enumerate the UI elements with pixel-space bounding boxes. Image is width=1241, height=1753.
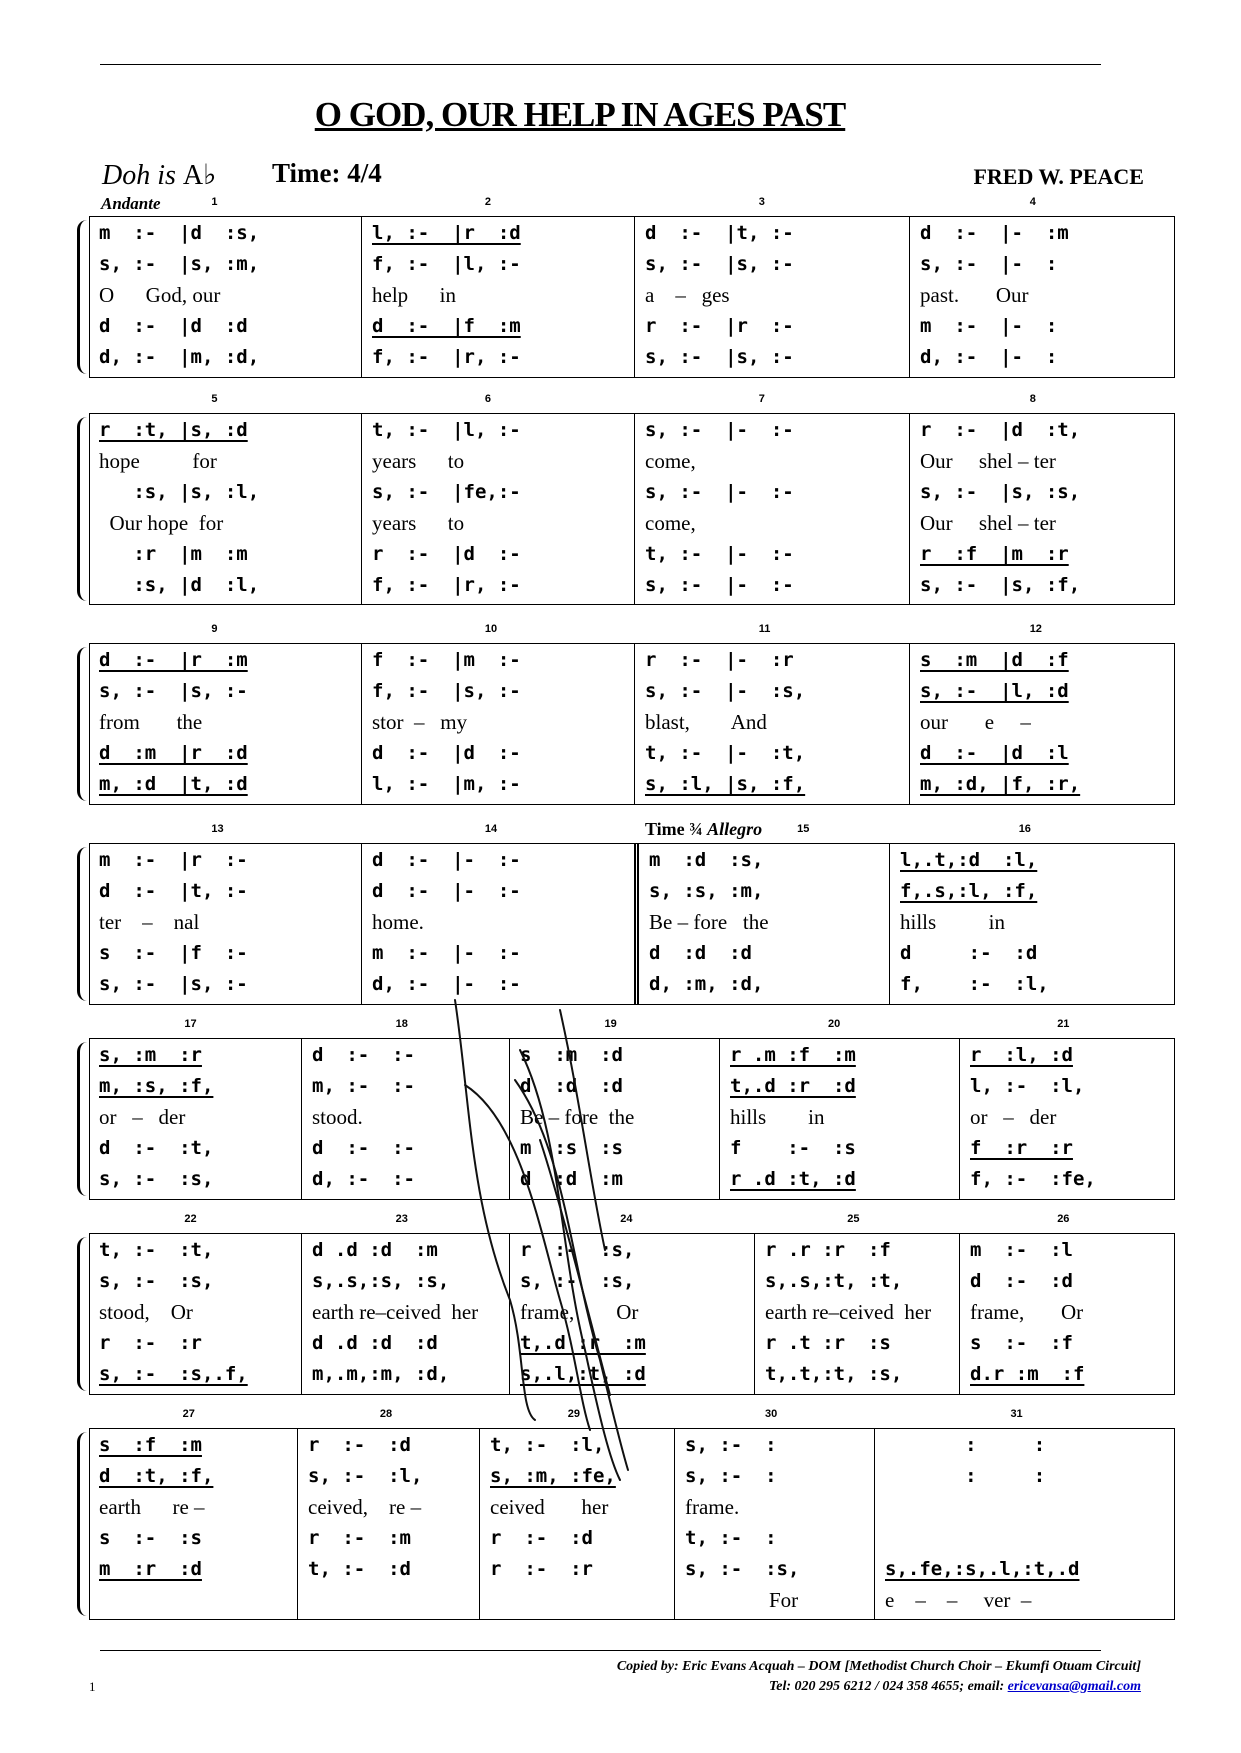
solfa-line: d .d :d :d [312, 1332, 438, 1354]
solfa-line: r :- :s, [520, 1239, 635, 1261]
measure-number: 24 [620, 1213, 633, 1225]
lyric-line: Our shel – ter [920, 449, 1056, 473]
measure-number: 6 [484, 393, 491, 405]
solfa-line: f, :- |r, :- [372, 346, 521, 368]
solfa-line: t,.t,:t, :s, [765, 1363, 903, 1385]
lyric-line: frame, Or [520, 1300, 639, 1324]
solfa-line: s, :- |s, :- [645, 253, 794, 275]
doh-label: Doh is [102, 160, 183, 191]
measure-number: 3 [758, 196, 765, 208]
solfa-line: t, :- :l, [490, 1434, 605, 1456]
solfa-line: s,.s,:t, :t, [765, 1270, 903, 1292]
tempo-change [645, 819, 762, 840]
lyric-line: years to [372, 449, 465, 473]
solfa-line: d, :m, :d, [649, 973, 764, 995]
solfa-line: s, :- |s, :- [645, 346, 794, 368]
measure-15 [634, 819, 894, 1005]
solfa-line: f, :- |r, :- [372, 574, 521, 596]
solfa-line: m, :- :- [312, 1075, 415, 1097]
solfa-line: d.r :m :f [970, 1363, 1085, 1385]
email-link[interactable]: ericevansa@gmail.com [1007, 1679, 1141, 1694]
lyric-line: Our hope for [99, 511, 224, 535]
lyric-line: For [685, 1588, 799, 1612]
solfa-line: m :d :s, [649, 849, 764, 871]
solfa-line: m, :d |t, :d [99, 773, 248, 795]
lyric-line: stood. [312, 1105, 363, 1129]
measure-number: 29 [567, 1408, 580, 1420]
solfa-line: s, :- |- :- [645, 481, 794, 503]
solfa-line: s :- :s [99, 1527, 202, 1549]
solfa-line: s, :- |s, :- [99, 680, 248, 702]
measure-number: 15 [797, 823, 810, 835]
copied-by: Copied by: Eric Evans Acquah – DOM [Methodist Church Choir – Ekumfi Otuam Circuit] [616, 1659, 1141, 1674]
measure-number: 13 [211, 823, 224, 835]
solfa-line: : : [885, 1465, 1046, 1487]
score-system [89, 194, 1175, 378]
measure-number: 8 [1029, 393, 1036, 405]
score-system [89, 819, 1175, 1005]
solfa-line: d :- |t, :- [645, 222, 794, 244]
solfa-line: t, :- |- :- [645, 543, 794, 565]
solfa-line: m :- :l [970, 1239, 1073, 1261]
measure-28 [297, 1408, 480, 1620]
solfa-line: s, :- |fe,:- [372, 481, 521, 503]
solfa-line: t,.d :r :m [520, 1332, 646, 1354]
solfa-line: d :d :m [520, 1168, 623, 1190]
lyric-line: hope for [99, 449, 217, 473]
measure-number: 5 [211, 393, 218, 405]
solfa-line: s, :- |- :- [645, 419, 794, 441]
solfa-line: f,.s,:l, :f, [900, 880, 1038, 902]
solfa-line: m :- |- :- [372, 942, 521, 964]
lyric-line: from the [99, 710, 203, 734]
solfa-line: : : [885, 1434, 1046, 1456]
lyric-line: hills in [730, 1105, 825, 1129]
solfa-line: d :- |f :m [372, 315, 521, 337]
solfa-line: d :- |- :m [920, 222, 1069, 244]
measure-29 [479, 1408, 675, 1620]
lyric-line: e – – ver – [885, 1588, 1032, 1612]
measure-3 [634, 196, 910, 378]
solfa-line: d, :- |- :- [372, 973, 521, 995]
solfa-line: r :- :r [490, 1558, 593, 1580]
solfa-line: s, :- |- :s, [645, 680, 806, 702]
measure-number: 21 [1057, 1018, 1070, 1030]
score-system [89, 393, 1175, 605]
measure-21 [959, 1018, 1176, 1200]
solfa-line: s,.fe,:s,.l,:t,.d [885, 1558, 1080, 1580]
measure-22 [89, 1213, 301, 1395]
solfa-line: f, :- |s, :- [372, 680, 521, 702]
solfa-line: d :- :t, [99, 1137, 214, 1159]
solfa-line: s, :- |l, :d [920, 680, 1069, 702]
footer-credits [617, 1657, 1141, 1697]
solfa-line: :r |m :m [99, 543, 248, 565]
solfa-line: s, :- : [685, 1465, 777, 1487]
measure-16 [889, 823, 1176, 1005]
solfa-line: r :- |d :- [372, 543, 521, 565]
lyric-line: Be – fore the [649, 910, 769, 934]
measure-number: 23 [395, 1213, 408, 1225]
page-title: O GOD, OUR HELP IN AGES PAST [314, 95, 846, 134]
solfa-line: d :- |d :d [99, 315, 248, 337]
measure-number: 20 [828, 1018, 841, 1030]
solfa-line: t, :- :d [308, 1558, 411, 1580]
solfa-line: r :- |- :r [645, 649, 794, 671]
solfa-line: s :m :d [520, 1044, 623, 1066]
measure-number: 31 [1010, 1408, 1023, 1420]
measure-number: 12 [1029, 623, 1042, 635]
solfa-line: d :- |d :l [920, 742, 1069, 764]
solfa-line: r :f |m :r [920, 543, 1069, 565]
solfa-line: d :- |- :- [372, 880, 521, 902]
lyric-line: help in [372, 283, 456, 307]
lyric-line: Be – fore the [520, 1105, 635, 1129]
solfa-line: s, :l, |s, :f, [645, 773, 806, 795]
measure-number: 22 [184, 1213, 197, 1225]
measure-9 [89, 623, 361, 805]
solfa-line: d :- :d [900, 942, 1038, 964]
lyric-line: ter – nal [99, 910, 200, 934]
measure-17 [89, 1018, 301, 1200]
measure-14 [361, 823, 635, 1005]
solfa-line [885, 1523, 1170, 1554]
solfa-line: m :r :d [99, 1558, 202, 1580]
measure-number: 1 [211, 196, 218, 208]
solfa-line: r :- |d :t, [920, 419, 1081, 441]
solfa-line: d :- :- [312, 1044, 415, 1066]
score-system [89, 1408, 1175, 1620]
solfa-line: t, :- |l, :- [372, 419, 521, 441]
solfa-line: m :- |d :s, [99, 222, 260, 244]
solfa-line: s :- |f :- [99, 942, 248, 964]
solfa-line: f, :- |l, :- [372, 253, 521, 275]
solfa-line: d :d :d [649, 942, 752, 964]
solfa-line: r :- |r :- [645, 315, 794, 337]
lyric-line: stor – my [372, 710, 468, 734]
lyric-line: frame, Or [970, 1300, 1084, 1324]
tempo-marking: Andante [101, 194, 161, 213]
solfa-line: d :m |r :d [99, 742, 248, 764]
solfa-line: d :- |r :m [99, 649, 248, 671]
solfa-line: s, :m, :fe, [490, 1465, 616, 1487]
solfa-line: f, :- :fe, [970, 1168, 1096, 1190]
measure-number: 11 [758, 623, 771, 635]
measure-26 [959, 1213, 1176, 1395]
solfa-line: s, :- :s, [685, 1558, 800, 1580]
solfa-line: m, :d, |f, :r, [920, 773, 1081, 795]
lyric-line: blast, And [645, 710, 767, 734]
measure-11 [634, 623, 910, 805]
lyric-line: ceived, re – [308, 1495, 422, 1519]
solfa-line: d :- |t, :- [99, 880, 248, 902]
solfa-line: :s, |s, :l, [99, 481, 260, 503]
solfa-line: t, :- |- :t, [645, 742, 806, 764]
lyric-line: hills in [900, 910, 1006, 934]
measure-10 [361, 623, 635, 805]
lyric-line: earth re – [99, 1495, 205, 1519]
solfa-line: s, :- :l, [308, 1465, 423, 1487]
measure-number: 19 [604, 1018, 617, 1030]
lyric-line: earth re–ceived her [765, 1300, 932, 1324]
lyric-line: frame. [685, 1495, 740, 1519]
measure-number: 14 [484, 823, 498, 835]
solfa-line: r .m :f :m [730, 1044, 856, 1066]
measure-19 [509, 1018, 720, 1200]
measure-6 [361, 393, 635, 605]
solfa-line: r :- :m [308, 1527, 411, 1549]
solfa-line: s, :- : [685, 1434, 777, 1456]
solfa-line: d :- :- [312, 1137, 415, 1159]
solfa-line: d, :- |m, :d, [99, 346, 260, 368]
measure-24 [509, 1213, 755, 1395]
solfa-line: d :t, :f, [99, 1465, 214, 1487]
solfa-line: r :- :d [308, 1434, 411, 1456]
solfa-line: d :- |d :- [372, 742, 521, 764]
measure-30 [674, 1408, 875, 1620]
solfa-line: t, :- : [685, 1527, 777, 1549]
song-header [102, 158, 1144, 190]
solfa-line: r .t :r :s [765, 1332, 891, 1354]
measure-27 [89, 1408, 297, 1620]
measure-number: 16 [1018, 823, 1031, 835]
solfa-line: r .d :t, :d [730, 1168, 856, 1190]
solfa-line: l,.t,:d :l, [900, 849, 1038, 871]
solfa-line: d, :- :- [312, 1168, 415, 1190]
solfa-line: s, :- |- :- [645, 574, 794, 596]
solfa-line: s :f :m [99, 1434, 202, 1456]
solfa-line: r :l, :d [970, 1044, 1073, 1066]
lyric-line: past. Our [920, 283, 1029, 307]
solfa-line: d :d :d [520, 1075, 623, 1097]
footer-rule [100, 1650, 1101, 1651]
measure-1 [89, 194, 361, 378]
solfa-line: s, :- :s, [520, 1270, 635, 1292]
solfa-line: s, :- |s, :f, [920, 574, 1081, 596]
measure-31 [874, 1408, 1176, 1620]
lyric-line [885, 1492, 1170, 1523]
contact-line [617, 1677, 1141, 1697]
lyric-line: our e – [920, 710, 1031, 734]
solfa-line: d :- |- :- [372, 849, 521, 871]
solfa-line: s, :- |s, :m, [99, 253, 260, 275]
measure-25 [754, 1213, 960, 1395]
solfa-line: m, :s, :f, [99, 1075, 214, 1097]
solfa-line: s, :- |s, :s, [920, 481, 1081, 503]
measure-13 [89, 823, 361, 1005]
lyric-line: ceived her [490, 1495, 609, 1519]
solfa-line: l, :- |m, :- [372, 773, 521, 795]
solfa-line: s, :- :s, [99, 1270, 214, 1292]
solfa-line: s, :- :s,.f, [99, 1363, 248, 1385]
measure-number: 28 [379, 1408, 393, 1420]
measure-number: 17 [184, 1018, 197, 1030]
top-rule [100, 64, 1101, 65]
key-signature [102, 158, 216, 192]
measure-12 [909, 623, 1176, 805]
solfa-line: d, :- |- : [920, 346, 1058, 368]
lyric-line: earth re–ceived her [312, 1300, 479, 1324]
time-change-label: Time ¾ [645, 819, 708, 839]
measure-5 [89, 393, 361, 605]
lyric-line: home. [372, 910, 424, 934]
measure-number: 9 [211, 623, 218, 635]
solfa-line: r .r :r :f [765, 1239, 891, 1261]
solfa-line: t, :- :t, [99, 1239, 214, 1261]
measure-8 [909, 393, 1176, 605]
lyric-line: come, [645, 449, 696, 473]
measure-number: 10 [484, 623, 498, 635]
solfa-line: m :- |- : [920, 315, 1058, 337]
lyric-line: O God, our [99, 283, 221, 307]
solfa-line: r :- :r [99, 1332, 202, 1354]
solfa-line: f :- |m :- [372, 649, 521, 671]
measure-number: 4 [1029, 196, 1036, 208]
solfa-line: s :m |d :f [920, 649, 1069, 671]
measure-number: 7 [758, 393, 765, 405]
measure-number: 27 [182, 1408, 195, 1420]
lyric-line: stood, Or [99, 1300, 193, 1324]
measure-number: 2 [484, 196, 491, 208]
measure-7 [634, 393, 910, 605]
key-value: A♭ [182, 160, 217, 191]
measure-number: 18 [395, 1018, 408, 1030]
measure-4 [909, 196, 1176, 378]
solfa-line: r :t, |s, :d [99, 419, 248, 441]
measure-number: 25 [847, 1213, 860, 1225]
measure-18 [301, 1018, 510, 1200]
solfa-line: l, :- |r :d [372, 222, 521, 244]
lyric-line: come, [645, 511, 696, 535]
solfa-line: f, :- :l, [900, 973, 1049, 995]
time-signature: Time: 4/4 [272, 158, 382, 188]
solfa-line: d :- :d [970, 1270, 1073, 1292]
solfa-line: s, :m :r [99, 1044, 202, 1066]
measure-number: 26 [1057, 1213, 1070, 1225]
solfa-line: f :r :r [970, 1137, 1073, 1159]
page-number: 1 [89, 1679, 96, 1694]
solfa-line: d .d :d :m [312, 1239, 438, 1261]
score-system [89, 1213, 1175, 1395]
solfa-line: s, :- :s, [99, 1168, 214, 1190]
solfa-line: s :- :f [970, 1332, 1073, 1354]
solfa-line: f :- :s [730, 1137, 856, 1159]
phone-text: Tel: 020 295 6212 / 024 358 4655; email: [769, 1679, 1008, 1694]
lyric-line: Our shel – ter [920, 511, 1056, 535]
measure-20 [719, 1018, 960, 1200]
score-system [89, 1018, 1175, 1200]
solfa-line: r :- :d [490, 1527, 593, 1549]
lyric-line: or – der [99, 1105, 186, 1129]
score-system [89, 623, 1175, 805]
lyric-line: years to [372, 511, 465, 535]
solfa-line: m,.m,:m, :d, [312, 1363, 450, 1385]
solfa-line: l, :- :l, [970, 1075, 1085, 1097]
allegro-label: Allegro [707, 819, 763, 839]
solfa-line: s, :s, :m, [649, 880, 764, 902]
solfa-line: t,.d :r :d [730, 1075, 856, 1097]
lyric-line: a – ges [645, 283, 730, 307]
measure-number: 30 [765, 1408, 778, 1420]
solfa-line: s,.s,:s, :s, [312, 1270, 450, 1292]
solfa-line: s, :- |s, :- [99, 973, 248, 995]
measure-2 [361, 196, 635, 378]
solfa-line: m :s :s [520, 1137, 623, 1159]
solfa-line: s, :- |- : [920, 253, 1058, 275]
measure-23 [301, 1213, 510, 1395]
solfa-line: m :- |r :- [99, 849, 248, 871]
solfa-line: :s, |d :l, [99, 574, 260, 596]
solfa-line: s,.l,:t, :d [520, 1363, 646, 1385]
lyric-line: or – der [970, 1105, 1057, 1129]
composer: FRED W. PEACE [973, 164, 1144, 189]
